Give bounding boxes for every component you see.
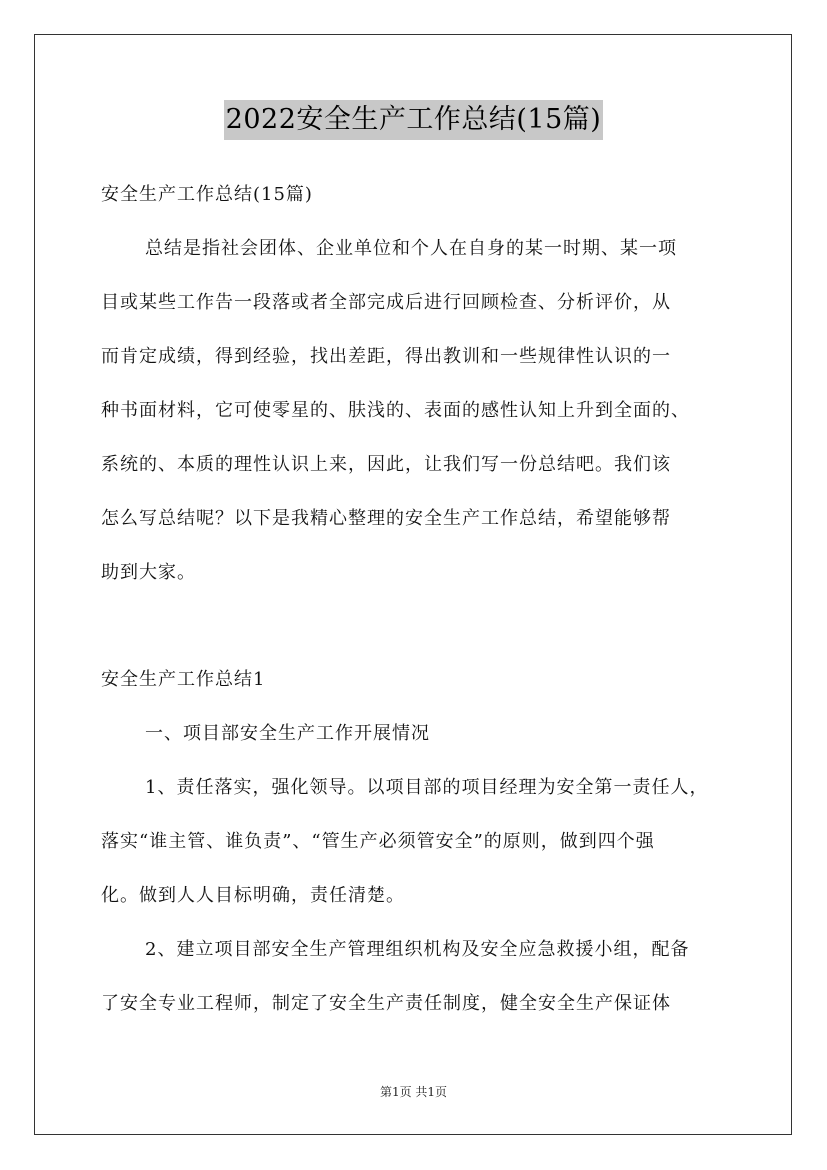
item1-line: 化。做到人人目标明确，责任清楚。 (101, 885, 405, 906)
title-container (0, 100, 827, 140)
item2-line: 了安全专业工程师，制定了安全生产责任制度，健全安全生产保证体 (101, 993, 671, 1014)
page-footer: 第1页 共1页 (379, 1085, 448, 1099)
intro-line: 而肯定成绩，得到经验，找出差距，得出教训和一些规律性认识的一 (101, 346, 671, 367)
intro-line: 种书面材料，它可使零星的、肤浅的、表面的感性认知上升到全面的、 (101, 400, 690, 421)
intro-line: 怎么写总结呢？以下是我精心整理的安全生产工作总结，希望能够帮 (101, 508, 671, 529)
item1-line: 落实“谁主管、谁负责”、“管生产必须管安全”的原则，做到四个强 (101, 831, 655, 852)
intro-line: 总结是指社会团体、企业单位和个人在自身的某一时期、某一项 (145, 238, 677, 259)
sub-heading: 一、项目部安全生产工作开展情况 (145, 723, 430, 744)
document-title: 2022安全生产工作总结(15篇) (224, 100, 604, 140)
item1-line: 1、责任落实，强化领导。以项目部的项目经理为安全第一责任人， (145, 777, 709, 798)
intro-line: 目或某些工作告一段落或者全部完成后进行回顾检查、分析评价，从 (101, 292, 671, 313)
section-heading: 安全生产工作总结1 (101, 669, 266, 690)
item2-line: 2、建立项目部安全生产管理组织机构及安全应急救援小组，配备 (145, 939, 690, 960)
document-subtitle: 安全生产工作总结(15篇) (101, 184, 313, 205)
intro-line: 系统的、本质的理性认识上来，因此，让我们写一份总结吧。我们该 (101, 454, 671, 475)
intro-line: 助到大家。 (101, 562, 196, 583)
